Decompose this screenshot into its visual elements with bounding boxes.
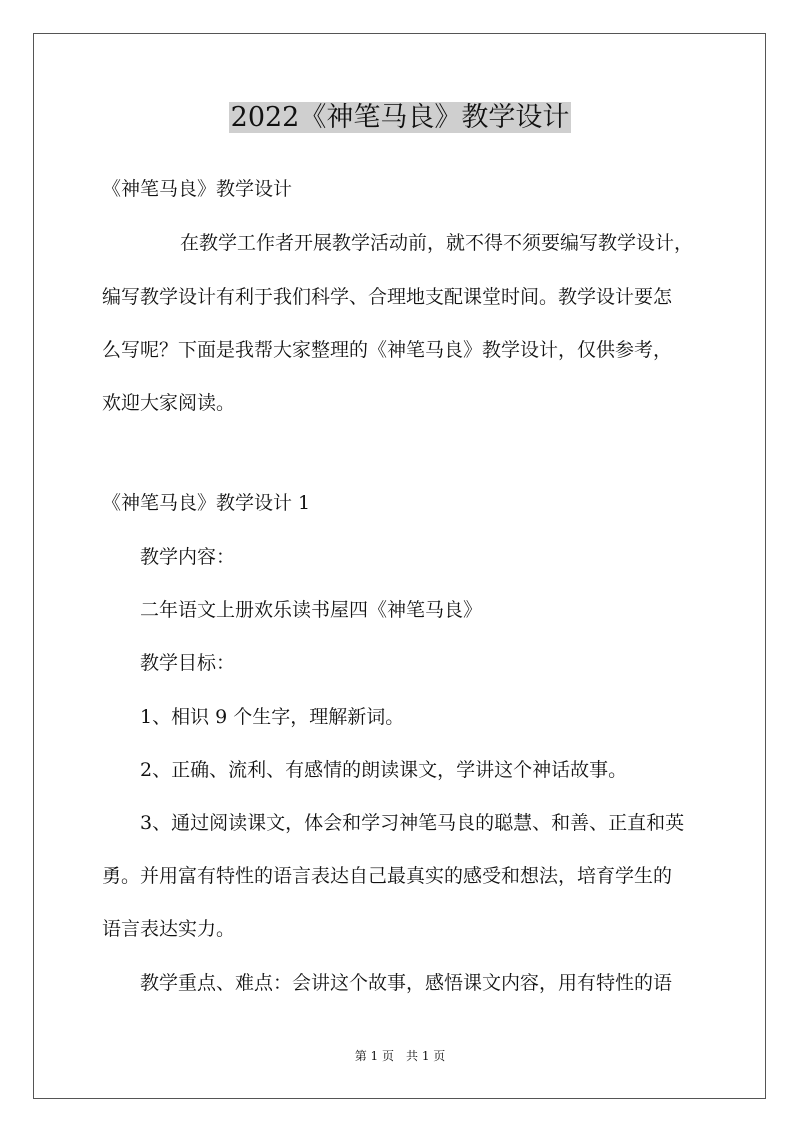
section-title: 《神笔马良》教学设计 1 <box>102 492 311 514</box>
document-title: 2022《神笔马良》教学设计 <box>230 102 570 133</box>
goals-label: 教学目标： <box>140 652 236 674</box>
page-footer: 第 1 页 共 1 页 <box>354 1049 446 1063</box>
content-label: 教学内容： <box>140 546 236 568</box>
intro-line-4: 欢迎大家阅读。 <box>102 392 236 414</box>
goal-3-line-3: 语言表达实力。 <box>102 918 236 940</box>
intro-line-2: 编写教学设计有利于我们科学、合理地支配课堂时间。教学设计要怎 <box>102 286 673 308</box>
goal-3-line-2: 勇。并用富有特性的语言表达自己最真实的感受和想法，培育学生的 <box>102 865 673 887</box>
intro-line-1: 在教学工作者开展教学活动前，就不得不须要编写教学设计， <box>180 232 694 254</box>
document-subtitle: 《神笔马良》教学设计 <box>102 178 293 200</box>
key-points: 教学重点、难点：会讲这个故事，感悟课文内容，用有特性的语 <box>140 972 673 994</box>
goal-2: 2、正确、流利、有感情的朗读课文，学讲这个神话故事。 <box>140 759 628 781</box>
goal-3-line-1: 3、通过阅读课文，体会和学习神笔马良的聪慧、和善、正直和英 <box>140 812 685 834</box>
content-text: 二年语文上册欢乐读书屋四《神笔马良》 <box>140 599 483 621</box>
intro-line-3: 么写呢？下面是我帮大家整理的《神笔马良》教学设计，仅供参考， <box>102 339 673 361</box>
goal-1: 1、相识 9 个生字，理解新词。 <box>140 706 405 728</box>
